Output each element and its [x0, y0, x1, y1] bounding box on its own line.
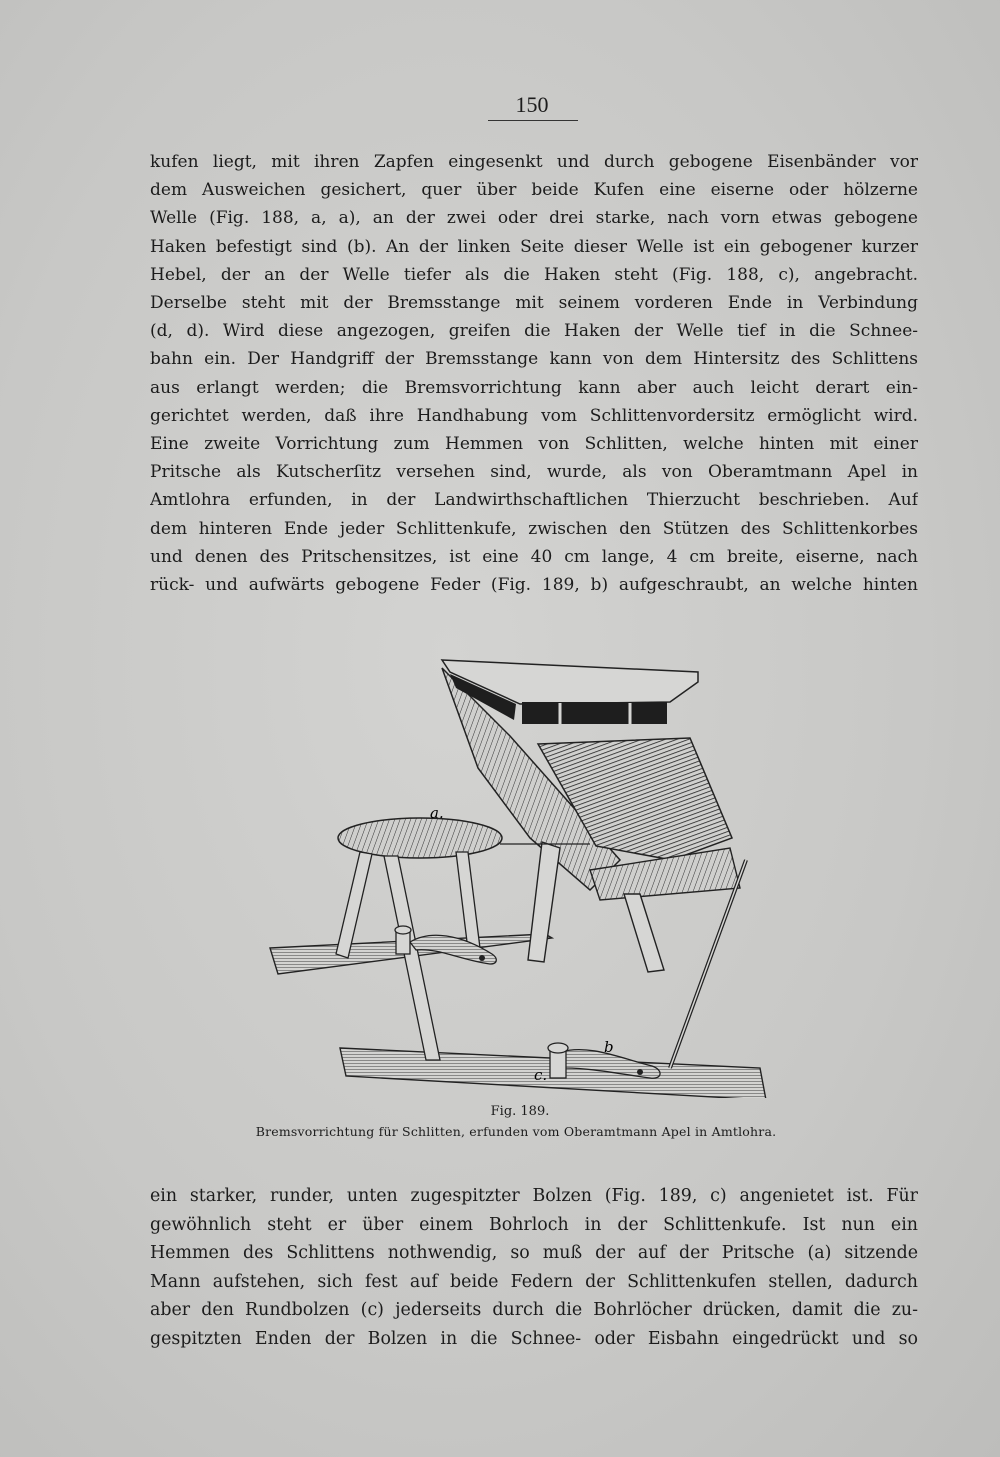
sled-box-back-opening	[522, 702, 667, 724]
page-number-rule	[488, 120, 578, 121]
text-line: ein starker, runder, unten zugespitzter Bolzen (Fig. 189, c) angenietet ist. Für	[150, 1186, 918, 1206]
seat-leg	[456, 852, 480, 950]
text-line: Haken befestigt sind (b). An der linken Seite dieser Welle ist ein gebogener kurzer	[150, 236, 918, 257]
text-line: dem Ausweichen gesichert, quer über beide Kufen eine eiserne oder hölzerne	[150, 180, 918, 201]
figure-label-b: b	[604, 1038, 614, 1056]
text-line: (d, d). Wird diese angezogen, greifen die Haken der Welle tief in die Schnee-	[150, 321, 918, 342]
box-rear-leg	[624, 894, 664, 972]
text-line: Hemmen des Schlittens nothwendig, so muß der auf der Pritsche (a) sitzende	[150, 1243, 918, 1264]
paragraph-bottom	[150, 1182, 918, 1354]
figure-label-a: a.	[430, 804, 444, 822]
figure-label-c: c.	[534, 1066, 548, 1084]
text-line: Welle (Fig. 188, a, a), an der zwei oder drei starke, nach vorn etwas gebogene	[150, 208, 918, 229]
text-line: rück- und aufwärts gebogene Feder (Fig. 189, b) aufgeschraubt, an welche hinten	[150, 575, 918, 596]
text-line: dem hinteren Ende jeder Schlittenkufe, zwischen den Stützen des Schlittenkorbes	[150, 518, 918, 539]
text-line: gewöhnlich steht er über einem Bohrloch in der Schlittenkufe. Ist nun ein	[150, 1214, 918, 1235]
text-line: Hebel, der an der Welle tiefer als die Haken steht (Fig. 188, c), angebracht.	[150, 264, 918, 285]
text-line: bahn ein. Der Handgriff der Bremsstange kann von dem Hintersitz des Schlittens	[150, 349, 918, 370]
text-line: Amtlohra erfunden, in der Landwirthschaftlichen Thierzucht beschrieben. Auf	[150, 490, 918, 511]
text-line: kufen liegt, mit ihren Zapfen eingesenkt und durch gebogene Eisenbänder vor	[150, 152, 918, 172]
text-line: und denen des Pritschensitzes, ist eine 40 cm lange, 4 cm breite, eiserne, nach	[150, 546, 918, 567]
text-line: Pritsche als Kutscherſitz versehen sind, wurde, als von Oberamtmann Apel in	[150, 462, 918, 483]
text-line: gerichtet werden, daß ihre Handhabung vom Schlittenvordersitz ermöglicht wird.	[150, 405, 918, 426]
sled-brake-drawing	[260, 648, 780, 1098]
figure-caption: Bremsvorrichtung für Schlitten, erfunden vom Oberamtmann Apel in Amtlohra.	[255, 1124, 777, 1139]
page-number: 150	[515, 92, 549, 117]
text-line: aber den Rundbolzen (c) jederseits durch die Bohrlöcher drücken, damit die zu-	[150, 1300, 918, 1321]
text-line: aus erlangt werden; die Bremsvorrichtung kann aber auch leicht derart ein-	[150, 377, 918, 398]
figure-number: Fig. 189.	[490, 1104, 550, 1119]
figure-sled-brake-illustration	[260, 648, 780, 1098]
paragraph-top	[150, 148, 918, 599]
text-line: Eine zweite Vorrichtung zum Hemmen von Schlitten, welche hinten mit einer	[150, 434, 918, 455]
text-line: Derselbe steht mit der Bremsstange mit seinem vorderen Ende in Verbindung	[150, 293, 918, 314]
text-line: Mann aufstehen, sich fest auf beide Federn der Schlittenkufen stellen, dadurch	[150, 1271, 918, 1292]
box-front-leg	[528, 842, 560, 962]
text-line: gespitzten Enden der Bolzen in die Schnee- oder Eisbahn eingedrückt und so	[150, 1328, 918, 1349]
seat-leg	[336, 852, 372, 958]
